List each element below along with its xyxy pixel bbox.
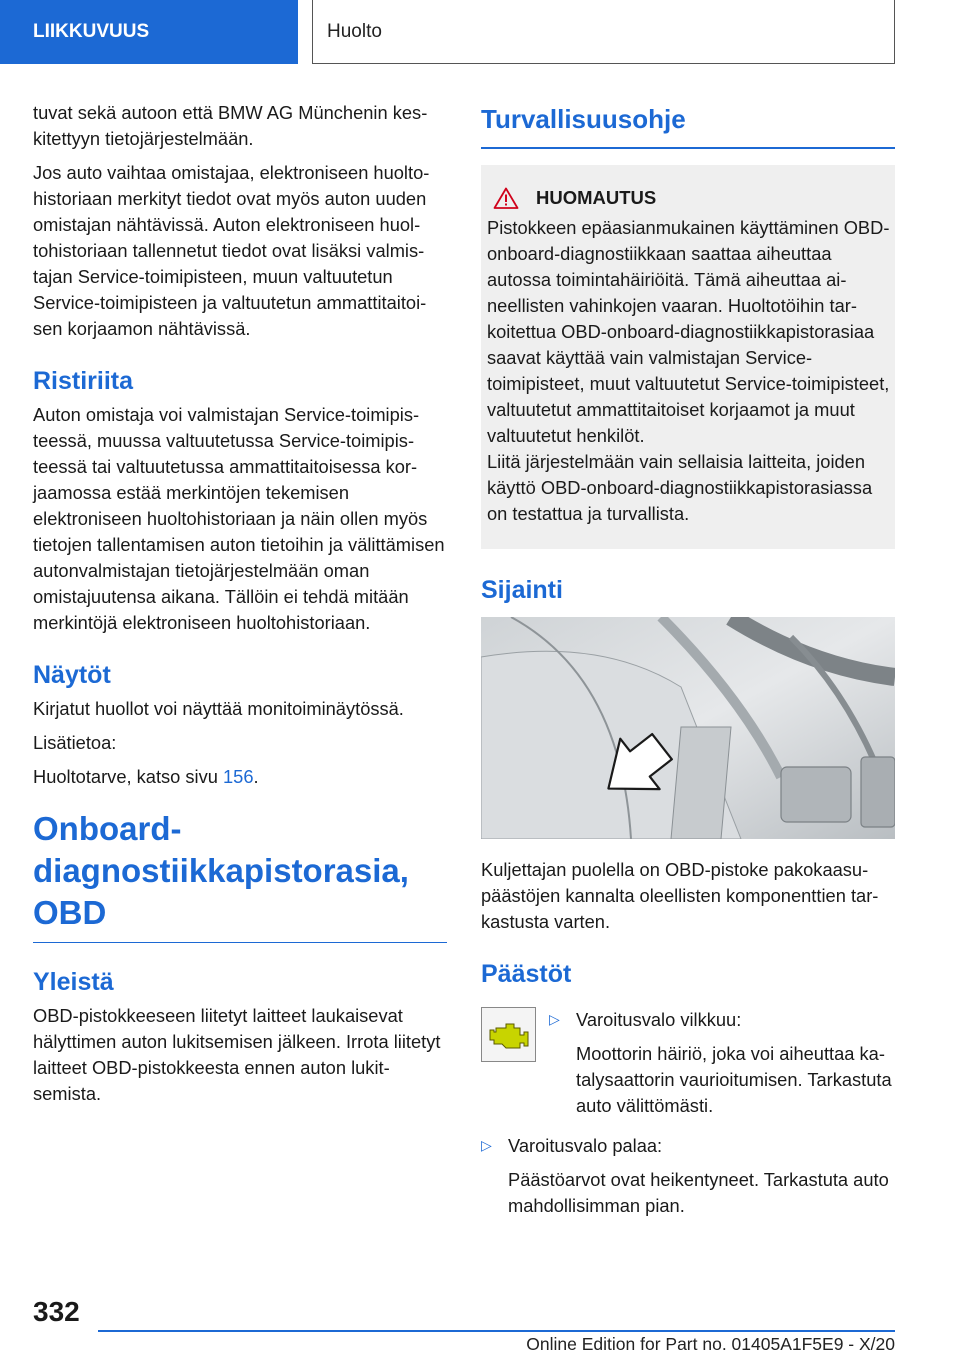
heading-location: Sijainti [481,576,563,604]
bullet-triangle-icon: ▷ [481,1137,492,1153]
bullet-1-text: Moottorin häiriö, joka voi aiheuttaa katalysaattorin vaurioitumisen. Tarkastuta auto välittömästi. [576,1043,892,1116]
bullet-item-2 [481,1133,895,1167]
more-info-label: Lisätietoa: [33,732,117,753]
notice-box [481,165,895,549]
emissions-list [481,1007,895,1219]
heading-obd: Onboard-diagnostiikkapistorasia, OBD [33,808,447,943]
intro-paragraph-1: tuvat sekä autoon että BMW AG Münchenin keskitettyyn tietojärjestelmään. [33,102,428,149]
heading-emissions: Päästöt [481,960,572,988]
footer-edition: Online Edition for Part no. 01405A1F5E9 - X/20 [526,1334,895,1354]
footer-rule [98,1330,895,1332]
bullet-triangle-icon: ▷ [549,1011,560,1027]
heading-conflict: Ristiriita [33,367,134,395]
bullet-2-title: Varoitusvalo palaa: [508,1135,663,1156]
page-link[interactable]: 156 [223,766,254,787]
page-number: 332 [33,1296,80,1327]
heading-safety: Turvallisuusohje [481,104,686,134]
obd-location-illustration [481,617,895,839]
bullet-group-1 [481,1007,895,1119]
page-reference [33,764,447,790]
chapter-title: Huolto [327,20,382,42]
intro-paragraph-2: Jos auto vaihtaa omistajaa, elektroniseen huoltohistoriaan merkityt tiedot ovat myös auton uuden omistajan nähtävissä. Auton elektroniseen huoltohistoriaan tallennetut tiedot ovat lisäksi valmistajan Service-toimipisteen, muun valtuutetun Service-toimipisteen ja valtuutetun ammattitaitoisen korjaamon nähtävissä. [33,162,430,339]
check-engine-icon [482,1008,535,1061]
chapter-tab [312,0,895,64]
left-column [33,100,447,1115]
notice-text-1: Pistokkeen epäasianmukainen käyttäminen OBD-onboard-diagnostiikkaan saattaa aiheuttaa autossa toimintahäiriöitä. Tämä aiheuttaa aineellisten vahinkojen vaaran. Huoltotöihin tarkoitettua OBD-onboard-diagnostiikkapistorasiaa saavat käyttää vain valmistajan Service-toimipisteet, muut valtuutetut Service-toimipisteet, valtuutetut ammattitaitoiset korjaamot ja muut valtuutetut henkilöt. [487,217,890,446]
bullet-1-title: Varoitusvalo vilkkuu: [576,1009,742,1030]
section-title: LIIKKUVUUS [33,21,150,42]
location-paragraph: Kuljettajan puolella on OBD-pistoke pakokaasupäästöjen kannalta oleellisten komponenttien tarkastusta varten. [481,859,879,932]
general-paragraph: OBD-pistokkeeseen liitetyt laitteet laukaisevat hälyttimen auton lukitsemisen jälkeen. Irrota liitetyt laitteet OBD-pistokkeesta ennen auton lukitsemista. [33,1005,441,1104]
notice-header [487,187,895,209]
heading-general: Yleistä [33,968,114,996]
heading-displays: Näytöt [33,661,111,689]
bullet-2-text: Päästöarvot ovat heikentyneet. Tarkastuta auto mahdollisimman pian. [508,1169,889,1216]
bullet-item-1 [549,1007,895,1041]
displays-paragraph: Kirjatut huollot voi näyttää monitoiminäytössä. [33,698,404,719]
reference-text: Huoltotarve, katso sivu [33,766,224,787]
notice-text-2: Liitä järjestelmään vain sellaisia laitteita, joiden käyttö OBD-onboard-diagnostiikkapistorasiassa on testattua ja turvallista. [487,451,873,524]
reference-end: . [253,766,259,787]
section-tab [0,0,298,64]
right-column [481,100,895,1227]
heading-rule [481,147,895,149]
warning-triangle-icon [493,187,519,209]
conflict-paragraph: Auton omistaja voi valmistajan Service-toimipisteessä, muussa valtuutetussa Service-toimipisteessä tai valtuutetussa ammattitaitoisessa korjaamossa estää merkintöjen tekemisen elektroniseen huoltohistoriaan ja näin ollen myös tietojen tallentamisen auton tietoihin ja välittämisen autonvalmistajan tietojärjestelmään oman omistajuutensa aikana. Tällöin ei tehdä mitään merkintöjä elektroniseen huoltohistoriaan. [33,404,445,633]
notice-title: HUOMAUTUS [536,187,657,208]
engine-light-box [481,1007,536,1062]
